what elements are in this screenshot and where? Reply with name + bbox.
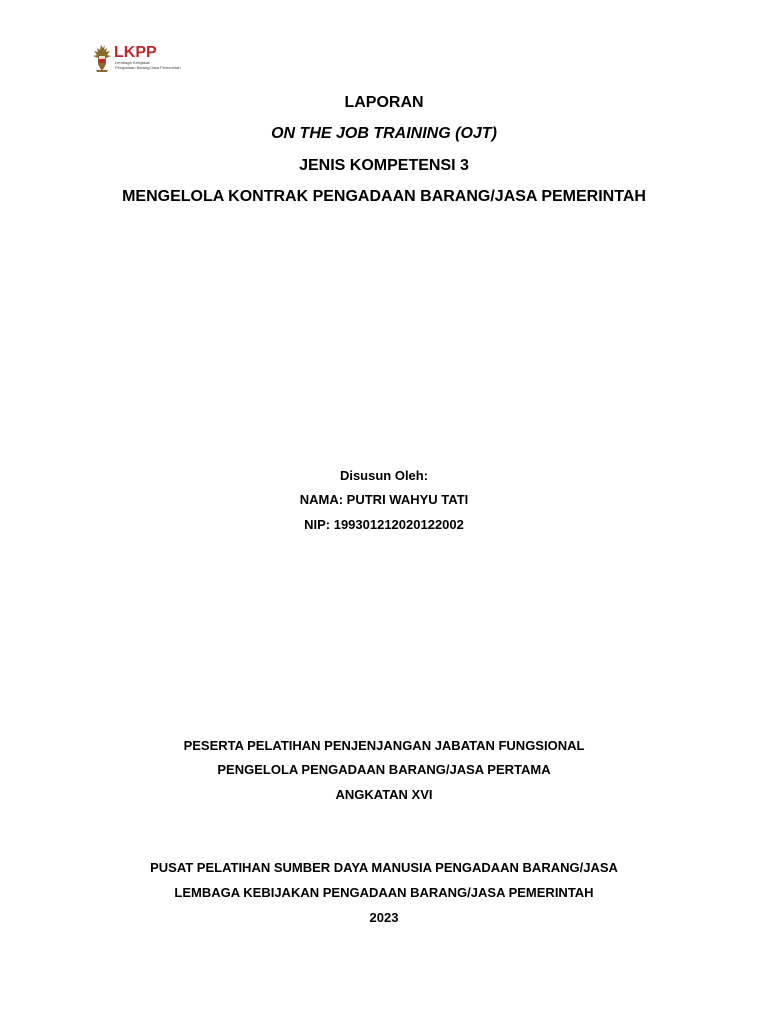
participant-line-2: PENGELOLA PENGADAAN BARANG/JASA PERTAMA [217,762,551,777]
ojt-subtitle: ON THE JOB TRAINING (OJT) [271,125,497,142]
competency-type: JENIS KOMPETENSI 3 [299,157,469,174]
logo-subtitle-line2: Pengadaan Barang/Jasa Pemerintah [115,65,181,70]
report-year: 2023 [369,910,399,925]
logo-subtitle-line1: Lembaga Kebijakan [115,60,151,65]
report-title: LAPORAN [344,94,424,111]
participant-line-1: PESERTA PELATIHAN PENJENJANGAN JABATAN FUNGSIONAL [183,738,585,753]
garuda-emblem-icon [93,45,111,72]
participant-batch: ANGKATAN XVI [335,787,433,802]
institution-line-1: PUSAT PELATIHAN SUMBER DAYA MANUSIA PENGADAAN BARANG/JASA [150,860,618,875]
lkpp-logo [90,42,190,74]
logo-brand: LKPP [114,44,157,61]
author-nip: NIP: 199301212020122002 [304,517,464,532]
competency-name: MENGELOLA KONTRAK PENGADAAN BARANG/JASA PEMERINTAH [122,188,646,205]
institution-line-2: LEMBAGA KEBIJAKAN PENGADAAN BARANG/JASA PEMERINTAH [174,885,594,900]
author-label: Disusun Oleh: [339,468,429,483]
author-name: NAMA: PUTRI WAHYU TATI [299,492,469,507]
